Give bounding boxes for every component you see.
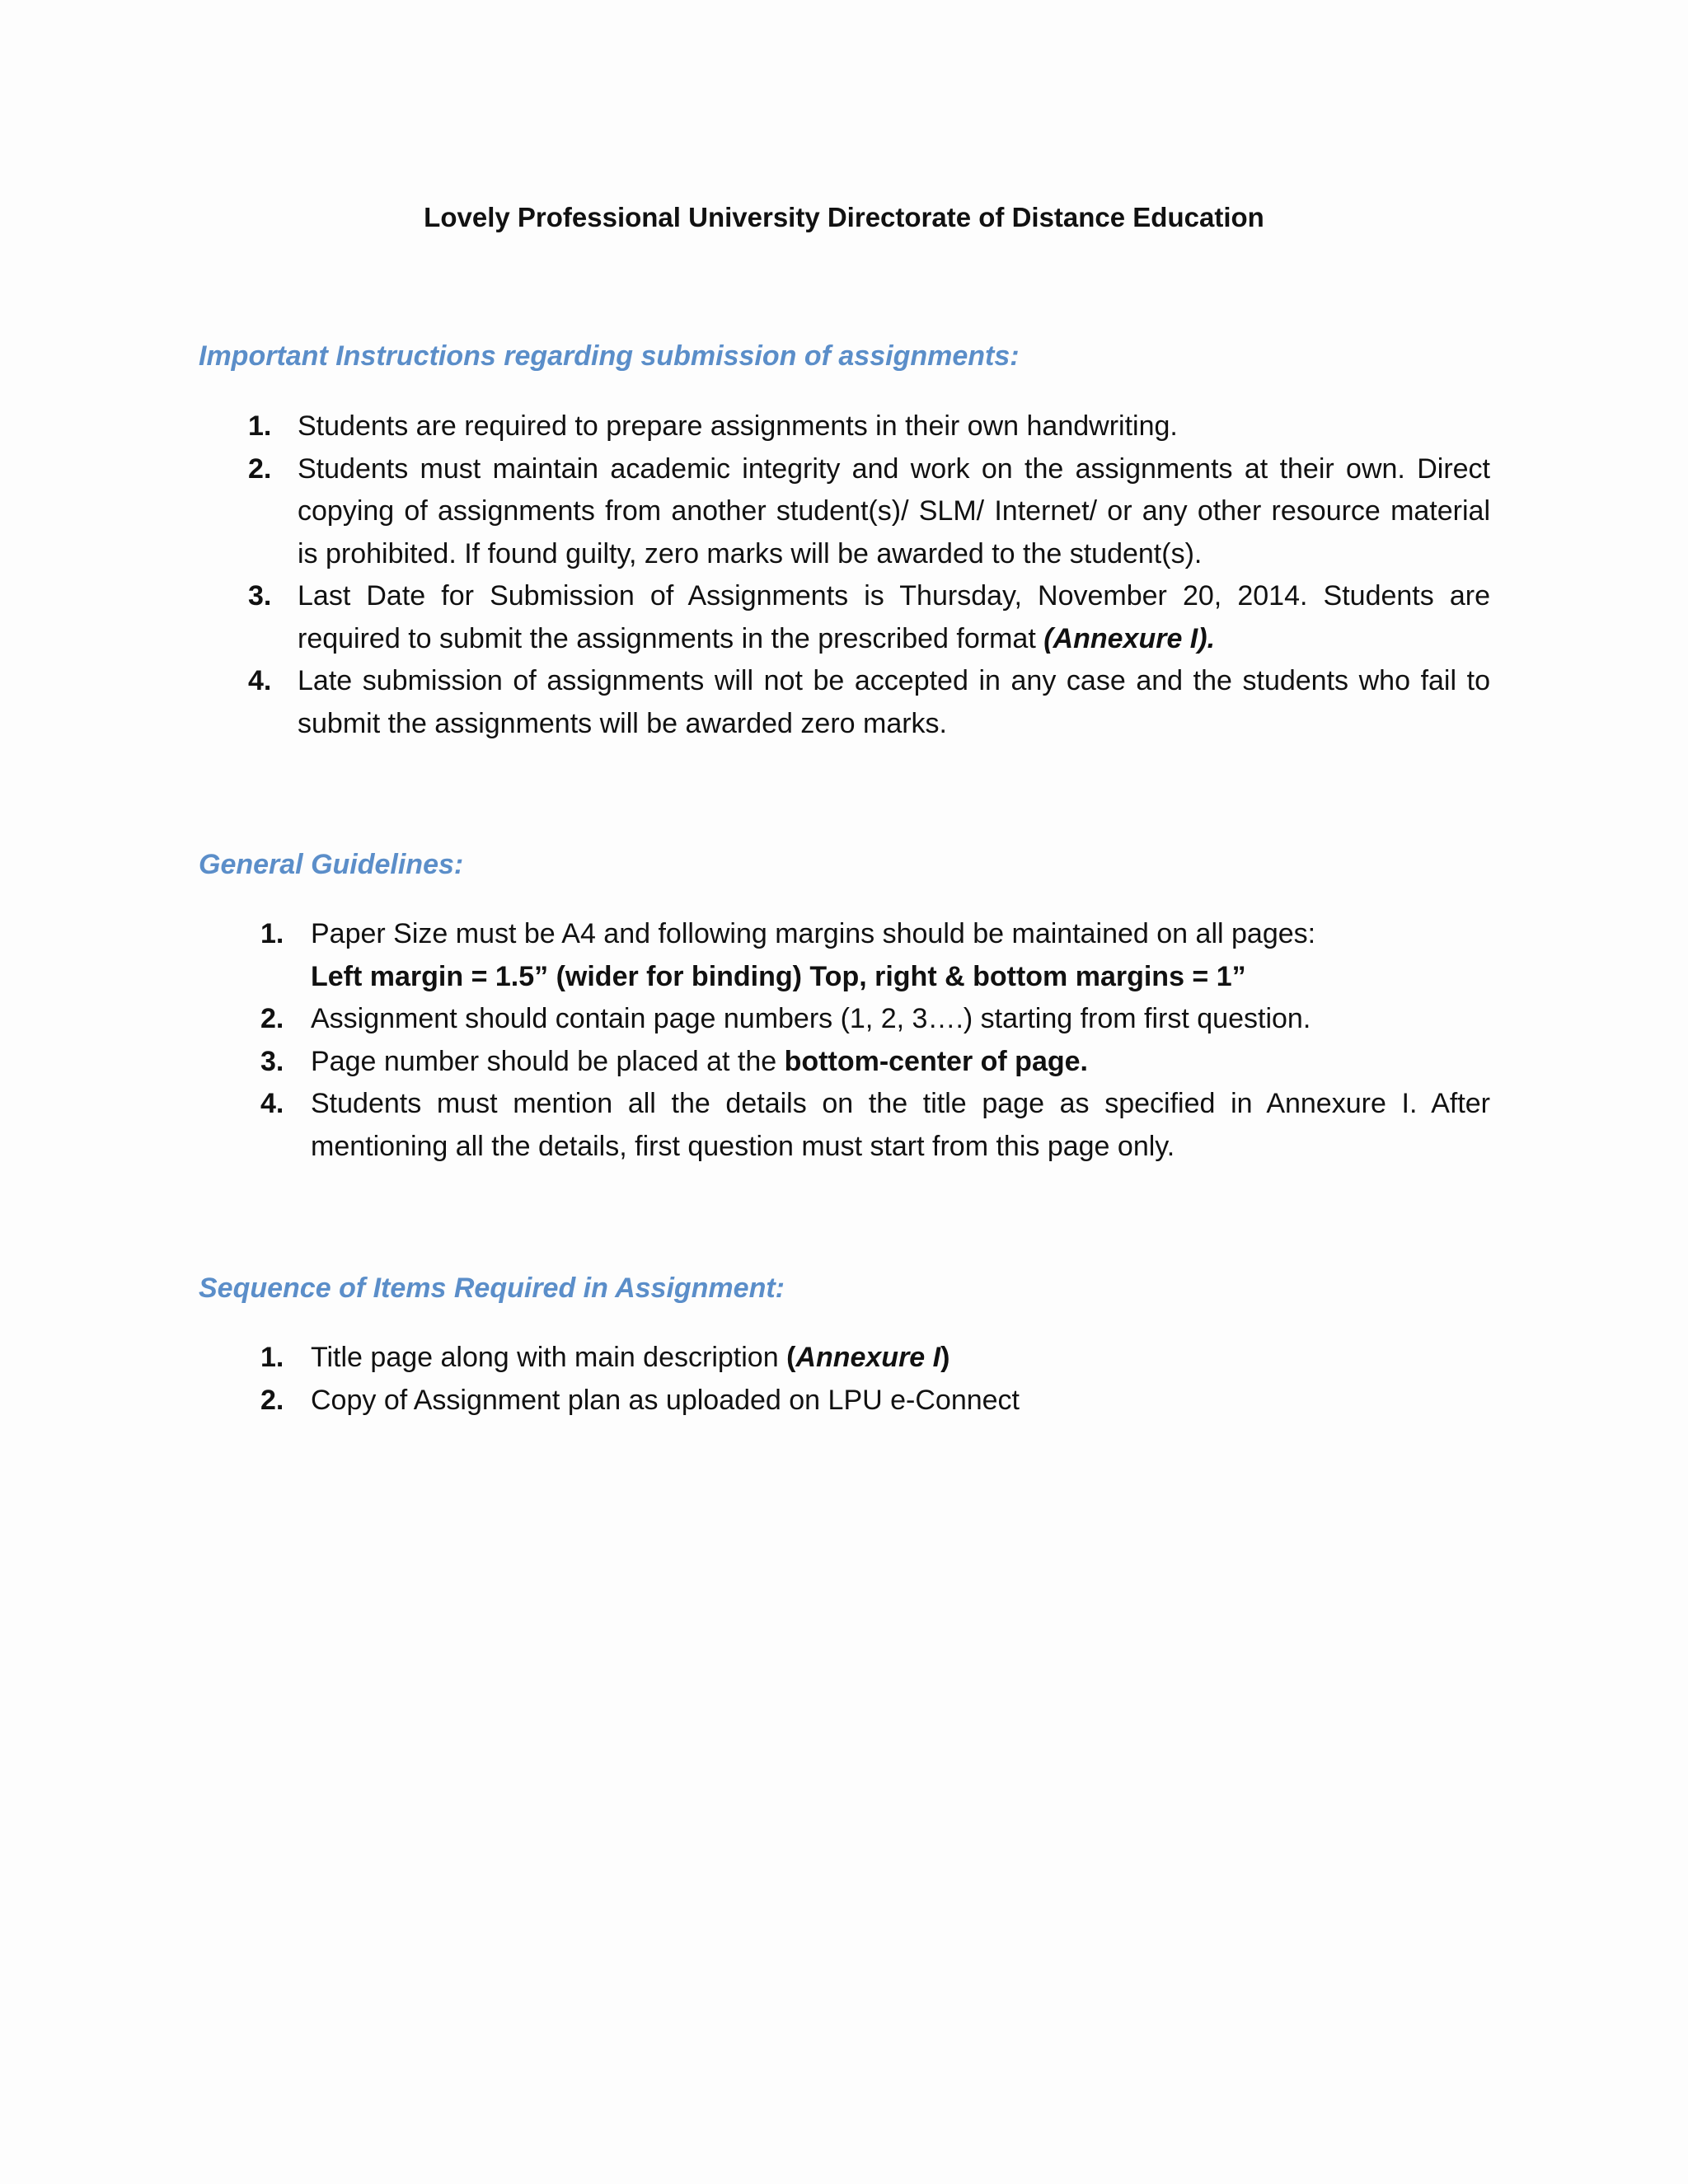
list-item (0, 575, 1490, 660)
item-text: Students must maintain academic integrity and work on the assignments at their own. Direct copying of assignments from another student(s)/ SLM/ Internet/ or any other resource material is prohibited. If found guilty, zero marks will be awarded to the student(s). (298, 452, 1490, 569)
item-text: Copy of Assignment plan as uploaded on LPU e-Connect (311, 1384, 1020, 1416)
item-text: Students must mention all the details on the title page as specified in Annexure I. After mentioning all the details, first question must start from this page only. (311, 1088, 1490, 1162)
list-item (0, 1083, 1490, 1168)
item-number: 2. (260, 1384, 284, 1416)
list-item (0, 1041, 1490, 1084)
page-number-position: bottom-center of page. (784, 1045, 1088, 1077)
item-number: 1. (260, 918, 284, 949)
item-text: Assignment should contain page numbers (1, 2, 3….) starting from first question. (311, 1003, 1311, 1034)
list-item (0, 405, 1490, 448)
item-number: 2. (260, 1003, 284, 1034)
item-text: Late submission of assignments will not be accepted in any case and the students who fail to submit the assignments will be awarded zero marks. (298, 665, 1490, 739)
guidelines-list (0, 913, 1688, 1168)
list-item (0, 998, 1490, 1041)
sequence-heading: Sequence of Items Required in Assignment: (199, 1272, 785, 1304)
item-number: 2. (248, 452, 272, 485)
instructions-heading: Important Instructions regarding submission of assignments: (199, 340, 1020, 372)
item-number: 3. (248, 580, 272, 612)
item-number: 3. (260, 1045, 284, 1077)
item-text: Last Date for Submission of Assignments is Thursday, November 20, 2014. Students are required to submit the assignments in the prescribed format (298, 580, 1490, 654)
annexure-reference: Annexure I (795, 1342, 941, 1373)
item-text: Page number should be placed at the (311, 1045, 785, 1077)
list-item (0, 1380, 1490, 1422)
list-item (0, 1337, 1490, 1380)
item-number: 1. (248, 410, 272, 442)
margin-spec: Left margin = 1.5” (wider for binding) Top, right & bottom margins = 1” (311, 960, 1246, 992)
item-text: Title page along with main description (311, 1342, 787, 1373)
item-number: 4. (260, 1088, 284, 1119)
instructions-list (0, 405, 1688, 745)
item-text: Paper Size must be A4 and following margins should be maintained on all pages: (311, 918, 1316, 949)
paren-open: ( (786, 1342, 796, 1373)
document-title: Lovely Professional University Directorate of Distance Education (424, 202, 1264, 232)
guidelines-heading: General Guidelines: (199, 849, 464, 880)
list-item (0, 913, 1490, 998)
sequence-list (0, 1337, 1688, 1422)
list-item (0, 448, 1490, 576)
item-number: 4. (248, 665, 272, 696)
paren-close: ) (940, 1342, 950, 1373)
annexure-reference: (Annexure I). (1043, 622, 1216, 654)
item-text: Students are required to prepare assignments in their own handwriting. (298, 410, 1178, 442)
list-item (0, 660, 1490, 745)
item-number: 1. (260, 1342, 284, 1373)
